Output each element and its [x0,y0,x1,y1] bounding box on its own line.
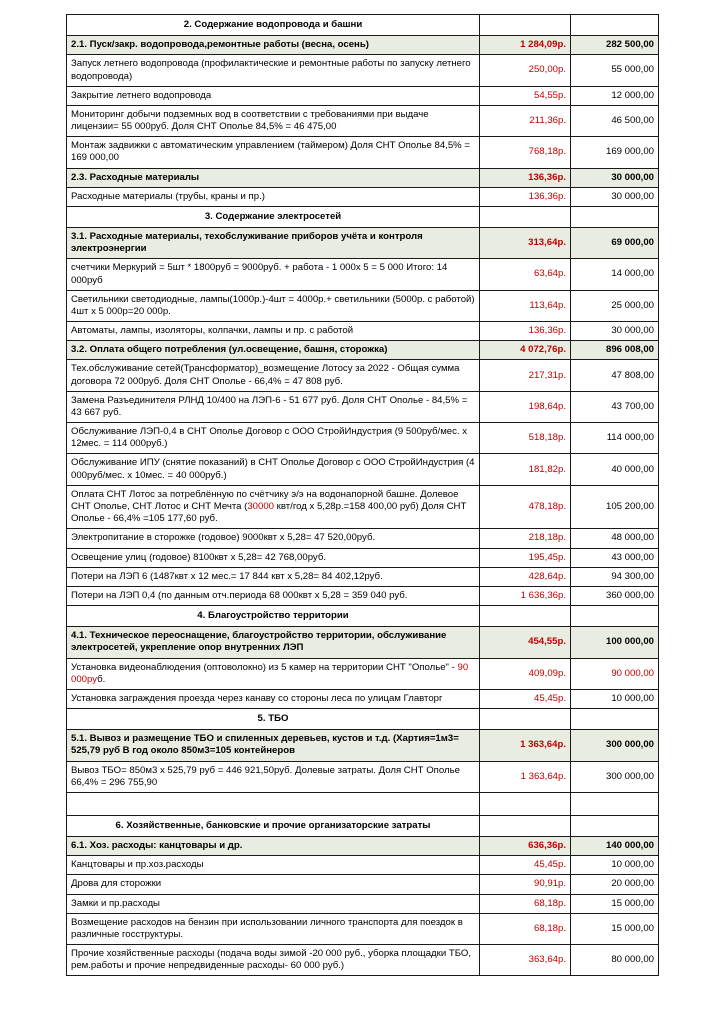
cell-total-amount: 10 000,00 [571,856,659,875]
summary-row [67,837,659,856]
cell-total-amount [571,792,659,815]
cell-description: Запуск летнего водопровода (профилактические и ремонтные работы по запуску летнего водопровода) [67,55,480,86]
cell-description: 2. Содержание водопровода и башни [67,15,480,36]
cell-total-amount [571,606,659,627]
cell-description [67,658,480,689]
cell-rate-per-sotka: 313,64р. [480,228,571,259]
cell-description: Расходные материалы (трубы, краны и пр.) [67,187,480,206]
section-header-row [67,606,659,627]
cell-rate-per-sotka: 90,91р. [480,875,571,894]
cell-description: Мониторинг добычи подземных вод в соответствии с требованиями при выдаче лицензии= 55 000руб. Доля СНТ Ополье 84,5% = 46 475,00 [67,105,480,136]
section-header-row [67,815,659,836]
cell-rate-per-sotka: 1 363,64р. [480,730,571,761]
table-row [67,894,659,913]
cell-description: Замена Разъединителя РЛНД 10/400 на ЛЭП-6 - 51 677 руб. Доля СНТ Ополье - 84,5% = 43 667 руб. [67,391,480,422]
cell-total-amount: 10 000,00 [571,689,659,708]
summary-row [67,730,659,761]
highlighted-value-text: 90 000ру [71,661,469,685]
cell-description: Вывоз ТБО= 850м3 х 525,79 руб = 446 921,50руб. Долевые затраты. Доля СНТ Ополье 66,4% = 296 755,90 [67,761,480,792]
cell-description: Возмещение расходов на бензин при использовании личного транспорта для поездок в различные госструктуры. [67,913,480,944]
cell-total-amount: 94 300,00 [571,567,659,586]
cell-total-amount: 114 000,00 [571,423,659,454]
cell-total-amount: 46 500,00 [571,105,659,136]
cell-rate-per-sotka [480,792,571,815]
spacer-row [67,792,659,815]
cell-rate-per-sotka: 428,64р. [480,567,571,586]
cell-rate-per-sotka: 518,18р. [480,423,571,454]
cell-rate-per-sotka: 636,36р. [480,837,571,856]
cell-rate-per-sotka: 218,18р. [480,529,571,548]
table-row [67,485,659,529]
cell-description [67,792,480,815]
highlighted-value-text: 30000 [247,500,275,512]
budget-table-body [67,15,659,976]
cell-rate-per-sotka [480,15,571,36]
table-row [67,322,659,341]
cell-rate-per-sotka [480,206,571,227]
cell-rate-per-sotka: 54,55р. [480,86,571,105]
cell-total-amount: 69 000,00 [571,228,659,259]
cell-description: Потери на ЛЭП 0,4 (по данным отч.периода 68 000квт х 5,28 = 359 040 руб. [67,586,480,605]
cell-total-amount: 105 200,00 [571,485,659,529]
cell-rate-per-sotka: 136,36р. [480,168,571,187]
table-row [67,529,659,548]
cell-rate-per-sotka [480,709,571,730]
table-row [67,105,659,136]
cell-rate-per-sotka: 68,18р. [480,913,571,944]
cell-total-amount: 20 000,00 [571,875,659,894]
cell-rate-per-sotka: 409,09р. [480,658,571,689]
cell-total-amount [571,206,659,227]
table-row [67,761,659,792]
cell-description: Обслуживание ИПУ (снятие показаний) в СНТ Ополье Договор с ООО СтройИндустрия (4 000руб/мес. х 10мес. = 40 000руб.) [67,454,480,485]
cell-description [67,485,480,529]
table-row [67,913,659,944]
table-row [67,586,659,605]
cell-total-amount: 43 700,00 [571,391,659,422]
cell-total-amount [571,815,659,836]
cell-rate-per-sotka: 136,36р. [480,322,571,341]
description-text: Установка видеонаблюдения (оптоволокно) из 5 камер на территории СНТ "Ополье" - [71,661,458,673]
table-row [67,945,659,976]
cell-total-amount: 300 000,00 [571,761,659,792]
cell-total-amount: 12 000,00 [571,86,659,105]
cell-total-amount: 30 000,00 [571,322,659,341]
cell-rate-per-sotka: 4 072,76р. [480,341,571,360]
table-row [67,454,659,485]
cell-total-amount [571,709,659,730]
cell-description: Автоматы, лампы, изоляторы, колпачки, лампы и пр. с работой [67,322,480,341]
cell-total-amount: 55 000,00 [571,55,659,86]
table-row [67,187,659,206]
cell-total-amount: 30 000,00 [571,168,659,187]
cell-rate-per-sotka: 478,18р. [480,485,571,529]
cell-description: Прочие хозяйственные расходы (подача воды зимой -20 000 руб., уборка площадки ТБО, рем.работы и прочие непредвиденные расходы- 60 000 руб.) [67,945,480,976]
table-row [67,658,659,689]
table-row [67,290,659,321]
table-row [67,567,659,586]
cell-description: Освещение улиц (годовое) 8100квт х 5,28= 42 768,00руб. [67,548,480,567]
summary-row [67,627,659,658]
cell-total-amount: 14 000,00 [571,259,659,290]
cell-description: 3.2. Оплата общего потребления (ул.освещение, башня, сторожка) [67,341,480,360]
cell-description: Канцтовары и пр.хоз.расходы [67,856,480,875]
cell-description: Светильники светодиодные, лампы(1000р.)-4шт = 4000р.+ светильники (5000р. с работой) 4шт х 5 000р=20 000р. [67,290,480,321]
cell-description: 5.1. Вывоз и размещение ТБО и спиленных деревьев, кустов и т.д. (Хартия=1м3= 525,79 руб В год около 850м3=105 контейнеров [67,730,480,761]
cell-rate-per-sotka: 136,36р. [480,187,571,206]
cell-rate-per-sotka: 1 636,36р. [480,586,571,605]
cell-rate-per-sotka: 181,82р. [480,454,571,485]
cell-total-amount: 360 000,00 [571,586,659,605]
cell-rate-per-sotka: 454,55р. [480,627,571,658]
table-row [67,856,659,875]
cell-description: 4.1. Техническое переоснащение, благоустройство территории, обслуживание электросетей, укрепление опор внутренних ЛЭП [67,627,480,658]
cell-description: Установка заграждения проезда через канаву со стороны леса по улицам Главторг [67,689,480,708]
section-header-row [67,206,659,227]
cell-description: 3.1. Расходные материалы, техобслуживание приборов учёта и контроля электроэнергии [67,228,480,259]
budget-table [66,14,659,976]
table-row [67,875,659,894]
cell-rate-per-sotka: 768,18р. [480,137,571,168]
cell-description: 2.1. Пуск/закр. водопровода,ремонтные работы (весна, осень) [67,36,480,55]
cell-description: счетчики Меркурий = 5шт * 1800руб = 9000руб. + работа - 1 000х 5 = 5 000 Итого: 14 000руб [67,259,480,290]
description-text: Оплата СНТ Лотос за потреблённую по счётчику э/э на водонапорной башне. Долевое СНТ Ополье, СНТ Лотос и СНТ Мечта ( [71,488,459,512]
cell-description: 2.3. Расходные материалы [67,168,480,187]
cell-total-amount [571,15,659,36]
cell-total-amount: 48 000,00 [571,529,659,548]
cell-rate-per-sotka [480,606,571,627]
cell-description: Закрытие летнего водопровода [67,86,480,105]
table-row [67,55,659,86]
cell-description: Дрова для сторожки [67,875,480,894]
cell-total-amount: 282 500,00 [571,36,659,55]
summary-row [67,228,659,259]
cell-rate-per-sotka: 63,64р. [480,259,571,290]
cell-rate-per-sotka: 113,64р. [480,290,571,321]
cell-description: 3. Содержание электросетей [67,206,480,227]
cell-description: Тех.обслуживание сетей(Трансформатор)_возмещение Лотосу за 2022 - Общая сумма договора 72 000руб. Доля СНТ Ополье - 66,4% = 47 808 руб. [67,360,480,391]
cell-rate-per-sotka: 45,45р. [480,689,571,708]
cell-total-amount: 140 000,00 [571,837,659,856]
description-text: квт/год х 5,28р.=158 400,00 руб) Доля СНТ Ополье - 66,4% =105 177,60 руб. [71,500,467,525]
table-row [67,423,659,454]
cell-description: Монтаж задвижки с автоматическим управлением (таймером) Доля СНТ Ополье 84,5% = 169 000,00 [67,137,480,168]
summary-row [67,168,659,187]
cell-rate-per-sotka: 68,18р. [480,894,571,913]
table-row [67,259,659,290]
cell-rate-per-sotka: 1 284,09р. [480,36,571,55]
cell-total-amount: 300 000,00 [571,730,659,761]
cell-rate-per-sotka: 363,64р. [480,945,571,976]
cell-rate-per-sotka: 217,31р. [480,360,571,391]
cell-rate-per-sotka: 211,36р. [480,105,571,136]
cell-total-amount: 40 000,00 [571,454,659,485]
table-row [67,689,659,708]
cell-rate-per-sotka: 1 363,64р. [480,761,571,792]
summary-row [67,36,659,55]
cell-total-amount: 80 000,00 [571,945,659,976]
table-row [67,391,659,422]
description-text: б. [97,673,106,685]
cell-description: Замки и пр.расходы [67,894,480,913]
cell-total-amount: 15 000,00 [571,913,659,944]
cell-rate-per-sotka: 45,45р. [480,856,571,875]
section-header-row [67,15,659,36]
cell-rate-per-sotka: 198,64р. [480,391,571,422]
cell-rate-per-sotka: 250,00р. [480,55,571,86]
cell-total-amount: 43 000,00 [571,548,659,567]
cell-total-amount: 25 000,00 [571,290,659,321]
cell-total-amount: 169 000,00 [571,137,659,168]
cell-description: Электропитание в сторожке (годовое) 9000квт х 5,28= 47 520,00руб. [67,529,480,548]
cell-total-amount: 896 008,00 [571,341,659,360]
summary-row [67,341,659,360]
cell-total-amount: 100 000,00 [571,627,659,658]
cell-description: Потери на ЛЭП 6 (1487квт х 12 мес.= 17 844 квт х 5,28= 84 402,12руб. [67,567,480,586]
table-row [67,86,659,105]
table-row [67,137,659,168]
cell-rate-per-sotka [480,815,571,836]
cell-description: 6. Хозяйственные, банковские и прочие организаторские затраты [67,815,480,836]
section-header-row [67,709,659,730]
cell-description: 4. Благоустройство территории [67,606,480,627]
cell-description: 6.1. Хоз. расходы: канцтовары и др. [67,837,480,856]
cell-total-amount: 47 808,00 [571,360,659,391]
cell-description: 5. ТБО [67,709,480,730]
cell-rate-per-sotka: 195,45р. [480,548,571,567]
cell-total-amount: 30 000,00 [571,187,659,206]
cell-total-amount: 15 000,00 [571,894,659,913]
cell-description: Обслуживание ЛЭП-0,4 в СНТ Ополье Договор с ООО СтройИндустрия (9 500руб/мес. х 12мес. = 114 000руб.) [67,423,480,454]
table-row [67,360,659,391]
table-row [67,548,659,567]
cell-total-amount: 90 000,00 [571,658,659,689]
